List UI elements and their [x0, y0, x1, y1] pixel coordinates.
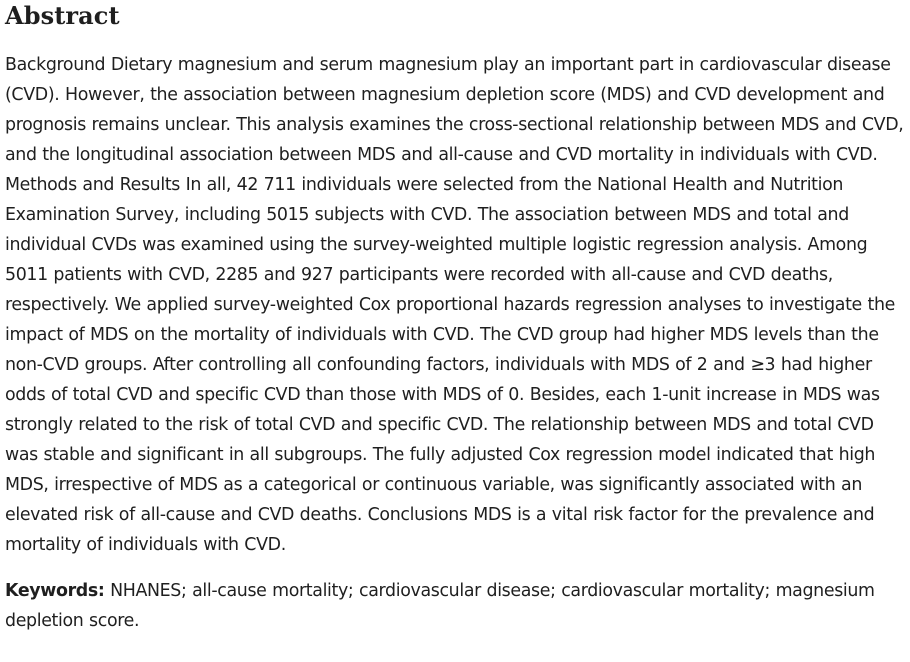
keywords-label: Keywords:: [5, 581, 105, 601]
abstract-body: Background Dietary magnesium and serum magnesium play an important part in cardiovascular disease (CVD). However, the association between magnesium depletion score (MDS) and CVD development and prognosis remains unclear. This analysis examines the cross-sectional relationship between MDS and CVD, and the longitudinal association between MDS and all-cause and CVD mortality in individuals with CVD. Methods and Results In all, 42 711 individuals were selected from the National Health and Nutrition Examination Survey, including 5015 subjects with CVD. The association between MDS and total and individual CVDs was examined using the survey-weighted multiple logistic regression analysis. Among 5011 patients with CVD, 2285 and 927 participants were recorded with all-cause and CVD deaths, respectively. We applied survey-weighted Cox proportional hazards regression analyses to investigate the impact of MDS on the mortality of individuals with CVD. The CVD group had higher MDS levels than the non-CVD groups. After controlling all confounding factors, individuals with MDS of 2 and ≥3 had higher odds of total CVD and specific CVD than those with MDS of 0. Besides, each 1-unit increase in MDS was strongly related to the risk of total CVD and specific CVD. The relationship between MDS and total CVD was stable and significant in all subgroups. The fully adjusted Cox regression model indicated that high MDS, irrespective of MDS as a categorical or continuous variable, was significantly associated with an elevated risk of all-cause and CVD deaths. Conclusions MDS is a vital risk factor for the prevalence and mortality of individuals with CVD.: [5, 55, 904, 555]
abstract-section: [5, 0, 905, 636]
abstract-heading: Abstract: [5, 1, 120, 30]
keywords-text: NHANES; all-cause mortality; cardiovascular disease; cardiovascular mortality; magnesium depletion score.: [5, 581, 875, 631]
keywords-paragraph: [5, 576, 905, 636]
